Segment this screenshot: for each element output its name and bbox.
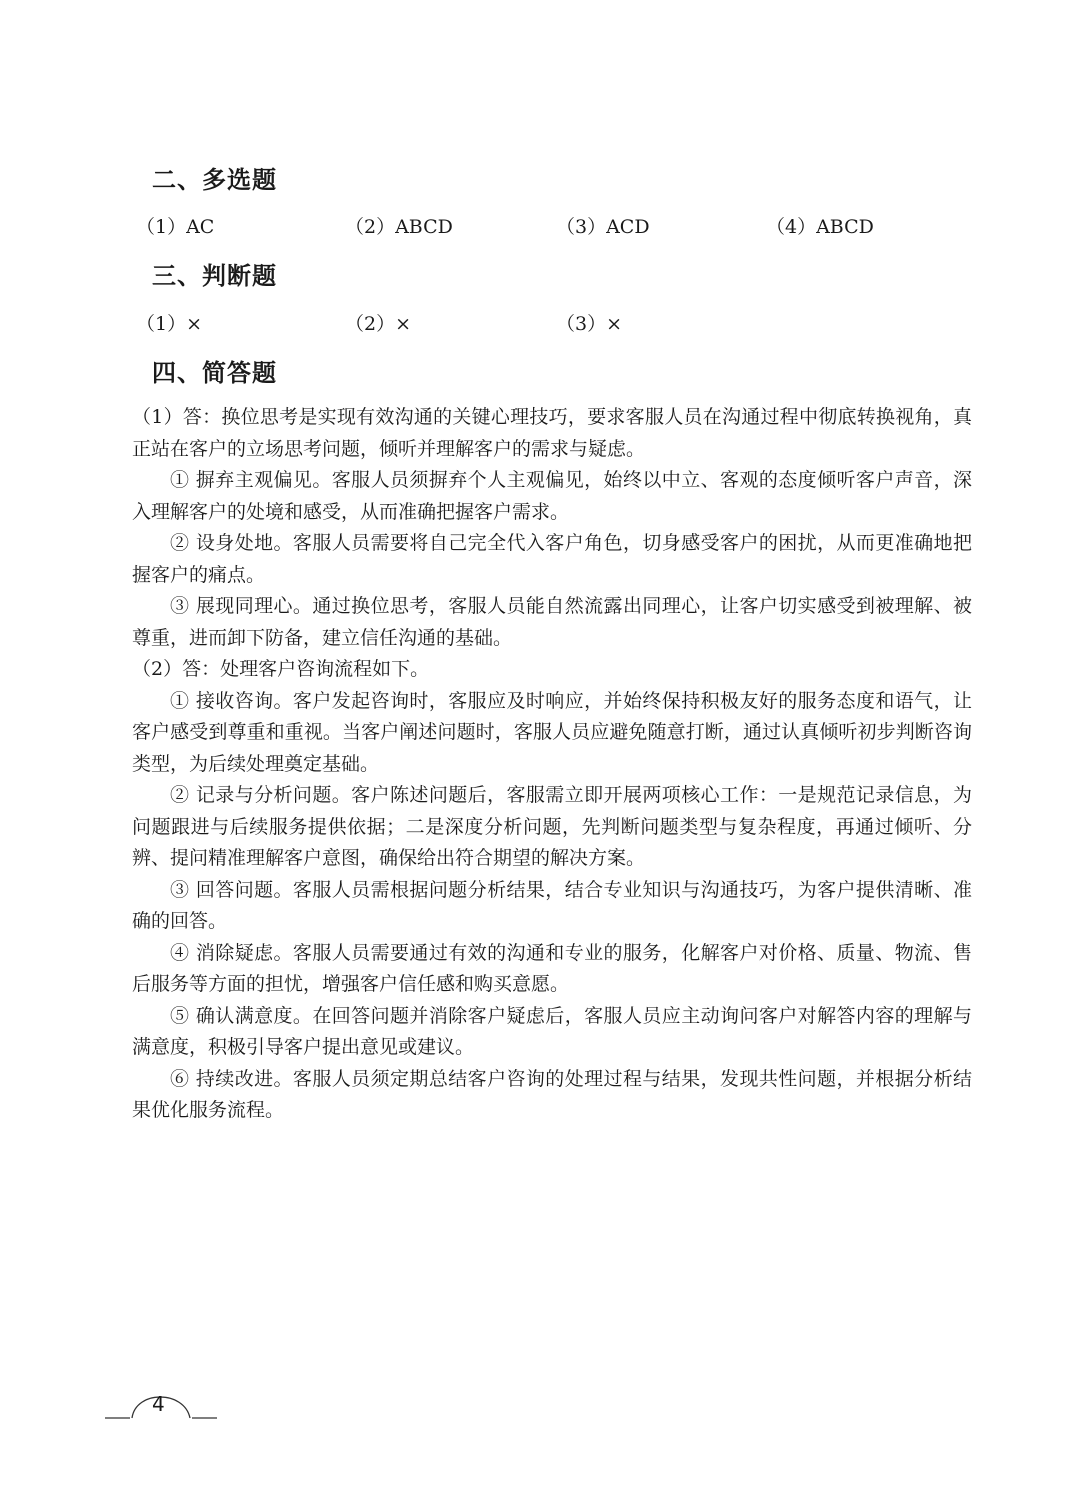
answer-item: （2）× [345,313,412,335]
short-answer-body [132,402,972,1127]
answer-paragraph: ⑤ 确认满意度。在回答问题并消除客户疑虑后，客服人员应主动询问客户对解答内容的理解与满意度，积极引导客户提出意见或建议。 [132,1004,972,1058]
answer-paragraph: ① 接收咨询。客户发起咨询时，客服应及时响应，并始终保持积极友好的服务态度和语气，让客户感受到尊重和重视。当客户阐述问题时，客服人员应避免随意打断，通过认真倾听初步判断咨询类型，为后续处理奠定基础。 [132,689,972,775]
answer-paragraph: ① 摒弃主观偏见。客服人员须摒弃个人主观偏见，始终以中立、客观的态度倾听客户声音，深入理解客户的处境和感受，从而准确把握客户需求。 [132,469,972,523]
answer-paragraph: ③ 展现同理心。通过换位思考，客服人员能自然流露出同理心，让客户切实感受到被理解、被尊重，进而卸下防备，建立信任沟通的基础。 [132,595,972,649]
page-arch-ornament [100,1380,230,1440]
answer-paragraph: ④ 消除疑虑。客服人员需要通过有效的沟通和专业的服务，化解客户对价格、质量、物流、售后服务等方面的担忧，增强客户信任感和购买意愿。 [132,941,972,995]
answer-paragraph: ③ 回答问题。客服人员需根据问题分析结果，结合专业知识与沟通技巧，为客户提供清晰、准确的回答。 [132,878,972,932]
section-heading-multi-choice: 二、多选题 [152,166,277,194]
section-heading-short-answer: 四、简答题 [152,359,277,387]
answer-paragraph: （1）答：换位思考是实现有效沟通的关键心理技巧，要求客服人员在沟通过程中彻底转换视角，真正站在客户的立场思考问题，倾听并理解客户的需求与疑虑。 [132,406,972,460]
answer-item: （1）AC [136,216,215,238]
answer-paragraph: ② 记录与分析问题。客户陈述问题后，客服需立即开展两项核心工作：一是规范记录信息，为问题跟进与后续服务提供依据；二是深度分析问题，先判断问题类型与复杂程度，再通过倾听、分辨、提问精准理解客户意图，确保给出符合期望的解决方案。 [132,784,972,869]
page-footer [100,1380,230,1440]
answer-item: （3）ACD [556,216,650,238]
answer-item: （4）ABCD [766,216,874,238]
answer-paragraph: ⑥ 持续改进。客服人员须定期总结客户咨询的处理过程与结果，发现共性问题，并根据分析结果优化服务流程。 [132,1067,972,1121]
answer-item: （1）× [136,313,203,335]
answer-paragraph: ② 设身处地。客服人员需要将自己完全代入客户角色，切身感受客户的困扰，从而更准确地把握客户的痛点。 [132,532,972,586]
answer-paragraph: （2）答：处理客户咨询流程如下。 [132,658,430,680]
section-heading-true-false: 三、判断题 [152,262,277,290]
answer-item: （3）× [556,313,623,335]
answer-item: （2）ABCD [345,216,453,238]
page-number: 4 [152,1392,165,1416]
